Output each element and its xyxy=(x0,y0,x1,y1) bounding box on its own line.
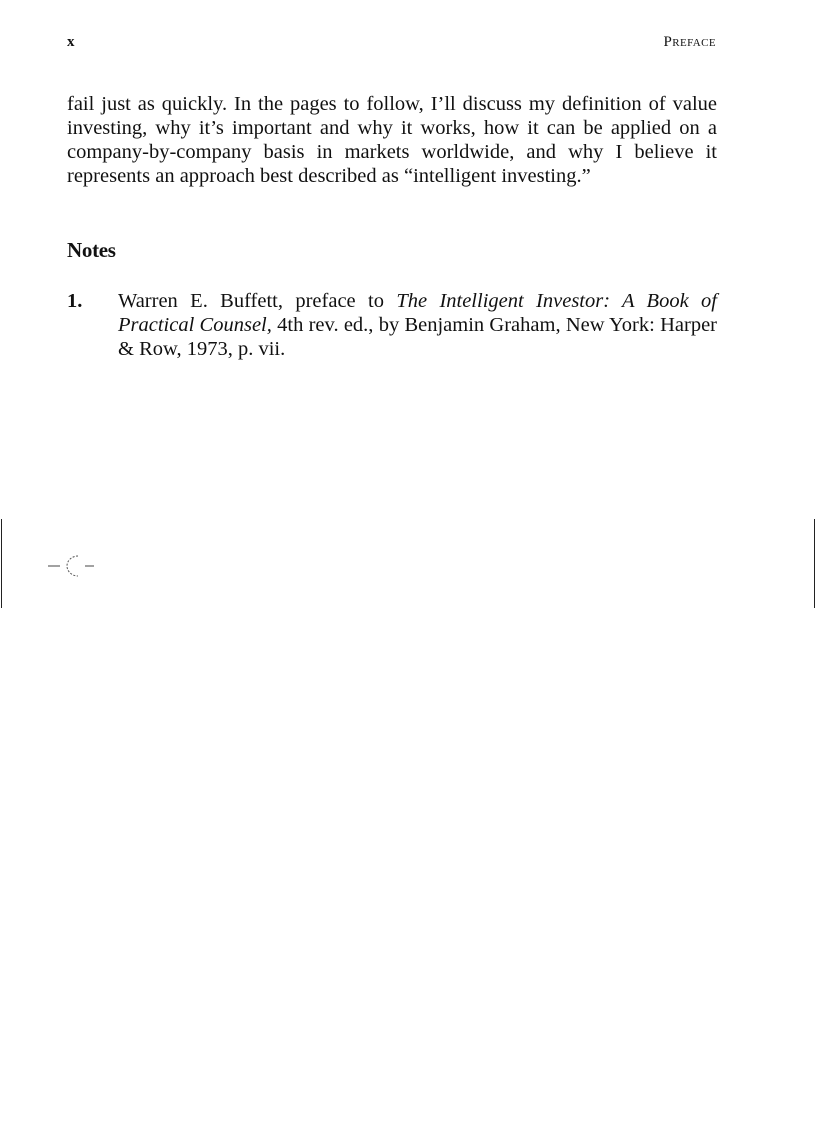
page-number: x xyxy=(67,34,75,50)
note-text xyxy=(118,289,717,361)
note-text-before: Warren E. Buffett, preface to xyxy=(118,290,397,312)
notes-heading: Notes xyxy=(67,238,116,262)
registration-mark-icon xyxy=(48,553,100,579)
crop-line-right xyxy=(814,519,815,608)
body-paragraph: fail just as quickly. In the pages to follow, I’ll discuss my definition of value investing, why it’s important and why it works, how it can be applied on a company-by-company basis in markets worldwide, and why I believe it represents an approach best described as “intelligent investing.” xyxy=(67,93,717,187)
note-book-title: The Intelligent Investor: A Book of Practical Counsel, xyxy=(118,290,717,336)
note-item xyxy=(67,289,717,361)
crop-line-left xyxy=(1,519,2,608)
running-head: Preface xyxy=(663,34,716,50)
note-number: 1. xyxy=(67,290,83,312)
note-text-after: 4th rev. ed., by Benjamin Graham, New York: Harper & Row, 1973, p. vii. xyxy=(118,314,717,360)
